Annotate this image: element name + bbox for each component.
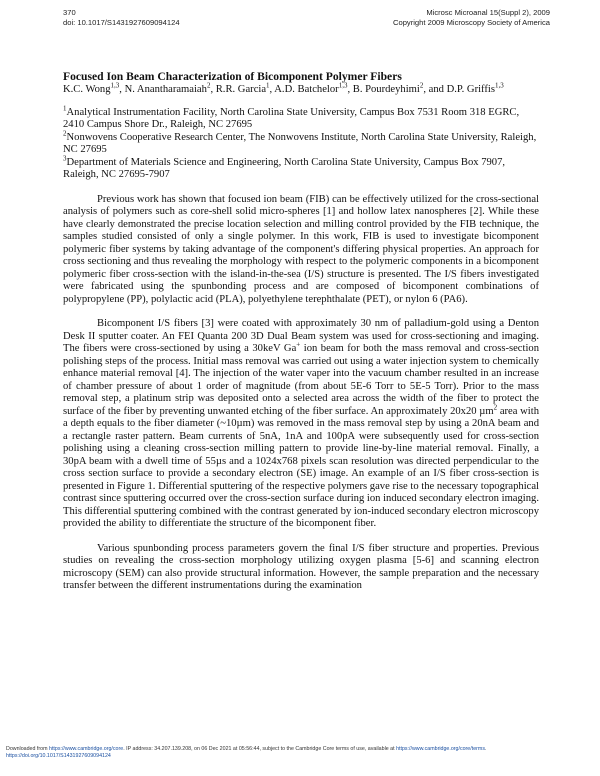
affiliation-number: 3 (63, 153, 67, 162)
paragraph-text: ion beam for both the mass removal and cross-section polishing steps of the process. Initial mass removal was carried out using a water injection system to chemically enhance material removal [4]. The injection of the water vaper into the vacuum chamber resulted in an increase of chamber pressure of about 1 order of magnitude (from about 5E-6 Torr to 5E-5 Torr). Prior to the mass removal step, a platinum strip was deposited onto a selected area across the width of the fiber to protect the surface of the fiber by preventing unwanted etching of the fiber surface. An approximately 20x20 µm (63, 343, 539, 417)
author-name: A.D. Batchelor (274, 84, 339, 95)
footer-line (6, 753, 594, 760)
paragraph-text: Bicomponent I/S fibers [3] were coated with approximately 30 nm of palladium-gold using a Denton Desk II sputter coater. An FEI Quanta 200 3D Dual Beam system was used for cross-sectioning and imaging. The fibers were cross-sectioned by using a 30keV Ga (63, 318, 539, 354)
author-name: N. Anantharamaiah (124, 84, 207, 95)
copyright-text: Copyright 2009 Microscopy Society of America (392, 18, 550, 27)
affiliation (63, 128, 539, 157)
affiliation-number: 2 (63, 128, 67, 137)
author-separator: , (119, 84, 125, 95)
author-name: B. Pourdeyhimi (352, 84, 420, 95)
author-affiliation-mark: 2 (419, 81, 424, 90)
superscript: + (296, 340, 301, 349)
author-separator: , (210, 84, 216, 95)
affiliation (63, 153, 539, 182)
author-affiliation-mark: 1 (266, 81, 270, 90)
affiliation-list (63, 103, 539, 182)
body-paragraph: Various spunbonding process parameters govern the final I/S fiber structure and properties. Previous studies on revealing the cross-section morphology utilizing oxygen plasma [5-6] and scanning electron microscopy (SEM) can also provide structural information. However, the sample preparation and the necessary transfer between the different instrumentations during the examination (63, 542, 539, 591)
article-title: Focused Ion Beam Characterization of Bicomponent Polymer Fibers (63, 70, 402, 83)
author-separator: , (269, 84, 275, 95)
footer-text: . IP address: 34.207.139.208, on 06 Dec 2021 at 05:56:44, subject to the Cambridge Core terms of use, available at (123, 746, 397, 752)
author-list (63, 81, 539, 97)
author-name: R.R. Garcia (215, 84, 267, 95)
affiliation-text: Department of Materials Science and Engineering, North Carolina State University, Campus Box 7907, Raleigh, NC 27695-7907 (63, 156, 506, 180)
body-paragraph: Previous work has shown that focused ion beam (FIB) can be effectively utilized for the cross-sectional analysis of polymers such as core-shell solid micro-spheres [1] and hollow latex nanospheres [2]. While these have clearly demonstrated the precise location selection and milling control provided by the FIB technique, the samples studied consisted of only a single polymer. In this work, FIB is used to investigate bicomponent polymeric fiber systems by taking advantage of the component's differing physical properties. An approach for cross sectioning and thus revealing the morphology with respect to the polymeric components in a bicomponent polymeric fiber cross-section with the island-in-the-sea (I/S) structure is presented. The I/S fibers investigated were fabricated using the spunbonding process and are composed of bicomponent combinations of polypropylene (PP), polylactic acid (PLA), polyethylene terephthalate (PET), or nylon 6 (PA6). (63, 193, 539, 305)
page-number: 370 (63, 8, 76, 17)
author-separator: , (347, 84, 353, 95)
author-affiliation-mark: 1,3 (110, 81, 120, 90)
author-affiliation-mark: 2 (206, 81, 211, 90)
affiliation-number: 1 (63, 103, 67, 112)
affiliation (63, 103, 539, 132)
superscript: 2 (493, 402, 498, 411)
author-separator: , and (423, 84, 447, 95)
footer-text: . (484, 746, 487, 752)
doi-link[interactable]: https://doi.org/10.1017/S1431927609094124 (6, 753, 111, 759)
journal-citation: Microsc Microanal 15(Suppl 2), 2009 (426, 8, 550, 17)
page-header-right (393, 8, 550, 28)
terms-link[interactable]: https://www.cambridge.org/core/terms (396, 746, 485, 752)
footer-line (6, 746, 594, 753)
article-body (63, 70, 539, 605)
affiliation-text: Nonwovens Cooperative Research Center, The Nonwovens Institute, North Carolina State University, Raleigh, NC 27695 (63, 131, 537, 155)
paragraph-text: area with a depth equals to the fiber diameter (~10µm) was removed in the mass removal step by using a 20nA beam and a rectangle raster pattern. Beam currents of 5nA, 1nA and 100pA were subsequently used for cross-section polishing using a cleaning cross-section milling pattern to provide line-by-line material removal. Finally, a 30pA beam with a dwell time of 55µs and a 1024x768 pixels scan resolution was directed perpendicular to the cross section surface to provide a secondary electron (SE) image. An example of an I/S fiber cross-section is presented in Figure 1. Differential sputtering of the respective polymers gave rise to the necessary topographical contrast since sputtering occurred over the cross-section surface during ion induced secondary electron imaging. This differential sputtering combined with the contrast generated by ion-induced secondary electron microscopy provided the ability to differentiate the structure of the bicomponent fiber. (63, 405, 539, 529)
author-name: K.C. Wong (63, 84, 111, 95)
footer-text: Downloaded from (6, 746, 49, 752)
author-affiliation-mark: 1,3 (494, 81, 504, 90)
download-footer (6, 746, 594, 760)
author-name: D.P. Griffis (446, 84, 495, 95)
author-affiliation-mark: 1,3 (338, 81, 348, 90)
affiliation-text: Analytical Instrumentation Facility, North Carolina State University, Campus Box 7531 Room 318 EGRC, 2410 Campus Shore Dr., Raleigh, NC 27695 (63, 106, 520, 130)
page-header-left (63, 8, 180, 28)
doi-text: doi: 10.1017/S1431927609094124 (63, 18, 180, 27)
cambridge-core-link[interactable]: https://www.cambridge.org/core (49, 746, 124, 752)
body-paragraph (63, 318, 539, 531)
